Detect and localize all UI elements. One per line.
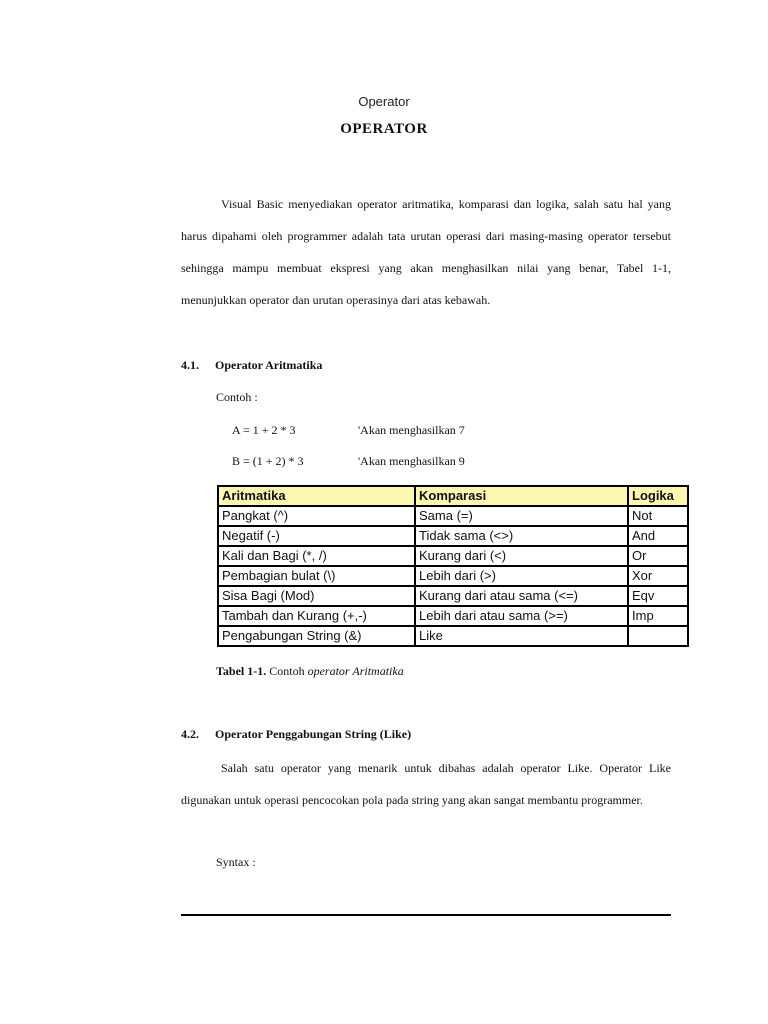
table-cell <box>628 626 688 646</box>
table-row <box>218 626 688 646</box>
caption-text: Contoh <box>269 664 305 678</box>
table-cell: Like <box>415 626 628 646</box>
section-heading-like <box>181 727 411 742</box>
table-cell: Lebih dari atau sama (>=) <box>415 606 628 626</box>
table-cell: And <box>628 526 688 546</box>
table-row <box>218 606 688 626</box>
section-title: Operator Penggabungan String (Like) <box>215 727 412 741</box>
intro-text: Visual Basic menyediakan operator aritmatika, komparasi dan logika, salah satu hal yang harus dipahami oleh programmer adalah tata urutan operasi dari masing-masing operator tersebut sehingga mampu membuat ekspresi yang akan menghasilkan nilai yang benar, Tabel 1-1, menunjukkan operator dan urutan operasinya dari atas kebawah. <box>181 197 671 307</box>
table-cell: Imp <box>628 606 688 626</box>
table-row <box>218 566 688 586</box>
section-number: 4.1. <box>181 358 199 372</box>
table-cell: Tambah dan Kurang (+,-) <box>218 606 415 626</box>
table-cell: Pengabungan String (&) <box>218 626 415 646</box>
example-comment: 'Akan menghasilkan 9 <box>358 454 465 468</box>
table-header-row <box>218 486 688 506</box>
section-heading-aritmatika <box>181 358 322 373</box>
table-cell: Pangkat (^) <box>218 506 415 526</box>
table-cell: Sisa Bagi (Mod) <box>218 586 415 606</box>
table-cell: Kurang dari atau sama (<=) <box>415 586 628 606</box>
table-cell: Eqv <box>628 586 688 606</box>
table-row <box>218 526 688 546</box>
column-header-aritmatika: Aritmatika <box>218 486 415 506</box>
like-text: Salah satu operator yang menarik untuk dibahas adalah operator Like. Operator Like digunakan untuk operasi pencocokan pola pada string yang akan sangat membantu programmer. <box>181 761 671 807</box>
section-title: Operator Aritmatika <box>215 358 323 372</box>
example-comment: 'Akan menghasilkan 7 <box>358 423 465 437</box>
section-number: 4.2. <box>181 727 199 741</box>
column-header-logika: Logika <box>628 486 688 506</box>
table-cell: Tidak sama (<>) <box>415 526 628 546</box>
table-cell: Xor <box>628 566 688 586</box>
page-bottom-rule <box>181 914 671 916</box>
running-header: Operator <box>358 94 410 109</box>
table-cell: Lebih dari (>) <box>415 566 628 586</box>
table-cell: Not <box>628 506 688 526</box>
table-row <box>218 586 688 606</box>
caption-italic-text: operator Aritmatika <box>307 664 404 678</box>
example-label: Contoh : <box>216 390 258 404</box>
table-cell: Negatif (-) <box>218 526 415 546</box>
intro-paragraph <box>181 188 671 316</box>
operator-table <box>217 485 689 647</box>
example-expression: A = 1 + 2 * 3 <box>232 423 296 437</box>
example-expression: B = (1 + 2) * 3 <box>232 454 304 468</box>
table-row <box>218 506 688 526</box>
table-cell: Or <box>628 546 688 566</box>
column-header-komparasi: Komparasi <box>415 486 628 506</box>
table-cell: Pembagian bulat (\) <box>218 566 415 586</box>
table-cell: Sama (=) <box>415 506 628 526</box>
table-row <box>218 546 688 566</box>
table-cell: Kurang dari (<) <box>415 546 628 566</box>
document-title: OPERATOR <box>340 121 428 137</box>
syntax-label: Syntax : <box>216 855 256 869</box>
table-cell: Kali dan Bagi (*, /) <box>218 546 415 566</box>
like-paragraph <box>181 752 671 816</box>
caption-label: Tabel 1-1. <box>216 664 267 678</box>
table-caption <box>216 664 404 679</box>
